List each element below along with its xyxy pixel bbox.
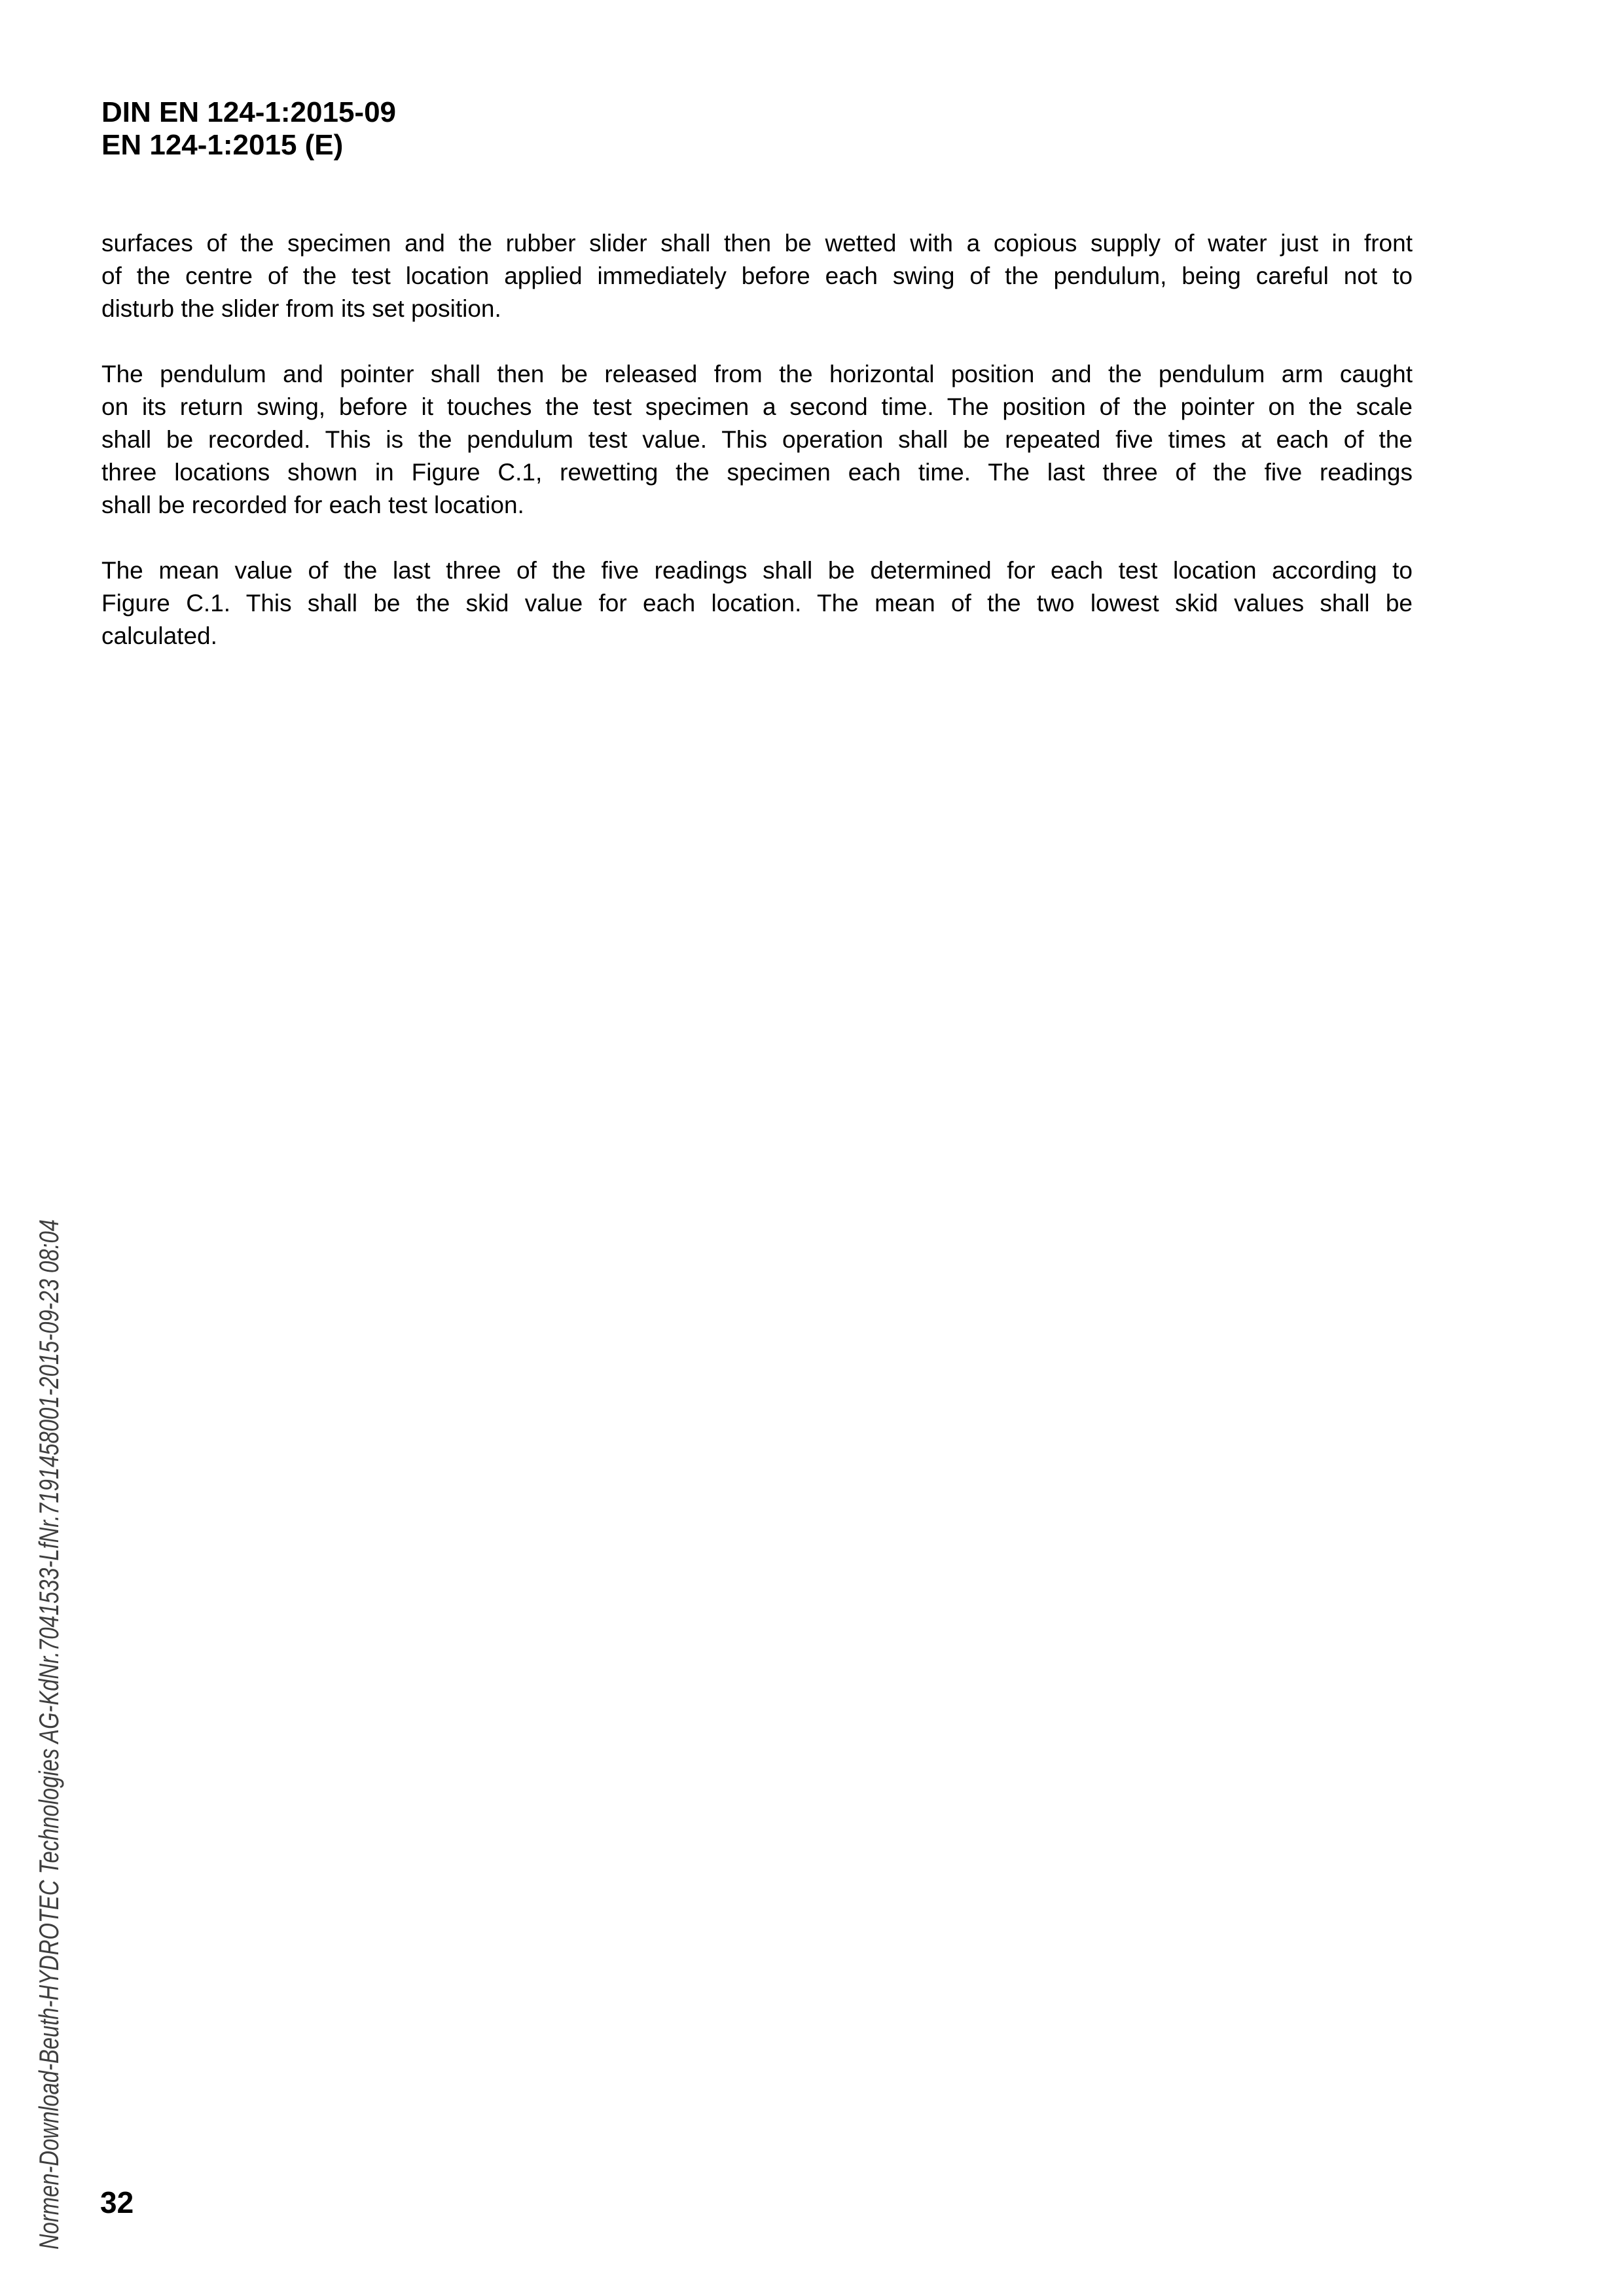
body-line: shall be recorded for each test location. (101, 492, 524, 518)
body-line: The pendulum and pointer shall then be released from the horizontal position and the pendulum arm caught (101, 361, 1413, 387)
body-line: The mean value of the last three of the five readings shall be determined for each test location according to (101, 557, 1413, 584)
body-line: three locations shown in Figure C.1, rewetting the specimen each time. The last three of the five readings (101, 459, 1413, 486)
paragraph-wetting (101, 227, 1413, 325)
header-standard-edition: EN 124-1:2015 (E) (101, 129, 344, 161)
header-standard-number: DIN EN 124-1:2015-09 (101, 96, 397, 128)
paragraph-mean-value (101, 554, 1413, 653)
body-line: Figure C.1. This shall be the skid value for each location. The mean of the two lowest skid values shall be (101, 590, 1413, 617)
body-line: disturb the slider from its set position. (101, 295, 501, 322)
body-text (101, 227, 1413, 685)
page-header (101, 96, 396, 162)
vertical-watermark-text: Normen-Download-Beuth-HYDROTEC Technologies AG-KdNr.7041533-LfNr.7191458001-2015-09-23 08:04 (33, 1219, 64, 2250)
body-line: surfaces of the specimen and the rubber slider shall then be wetted with a copious supply of water just in front (101, 230, 1413, 257)
body-line: of the centre of the test location applied immediately before each swing of the pendulum, being careful not to (101, 262, 1413, 289)
body-line: shall be recorded. This is the pendulum test value. This operation shall be repeated five times at each of the (101, 426, 1413, 453)
page-number: 32 (100, 2185, 134, 2219)
body-line: calculated. (101, 622, 217, 649)
body-line: on its return swing, before it touches the test specimen a second time. The position of the pointer on the scale (101, 393, 1413, 420)
paragraph-pendulum-release (101, 358, 1413, 522)
